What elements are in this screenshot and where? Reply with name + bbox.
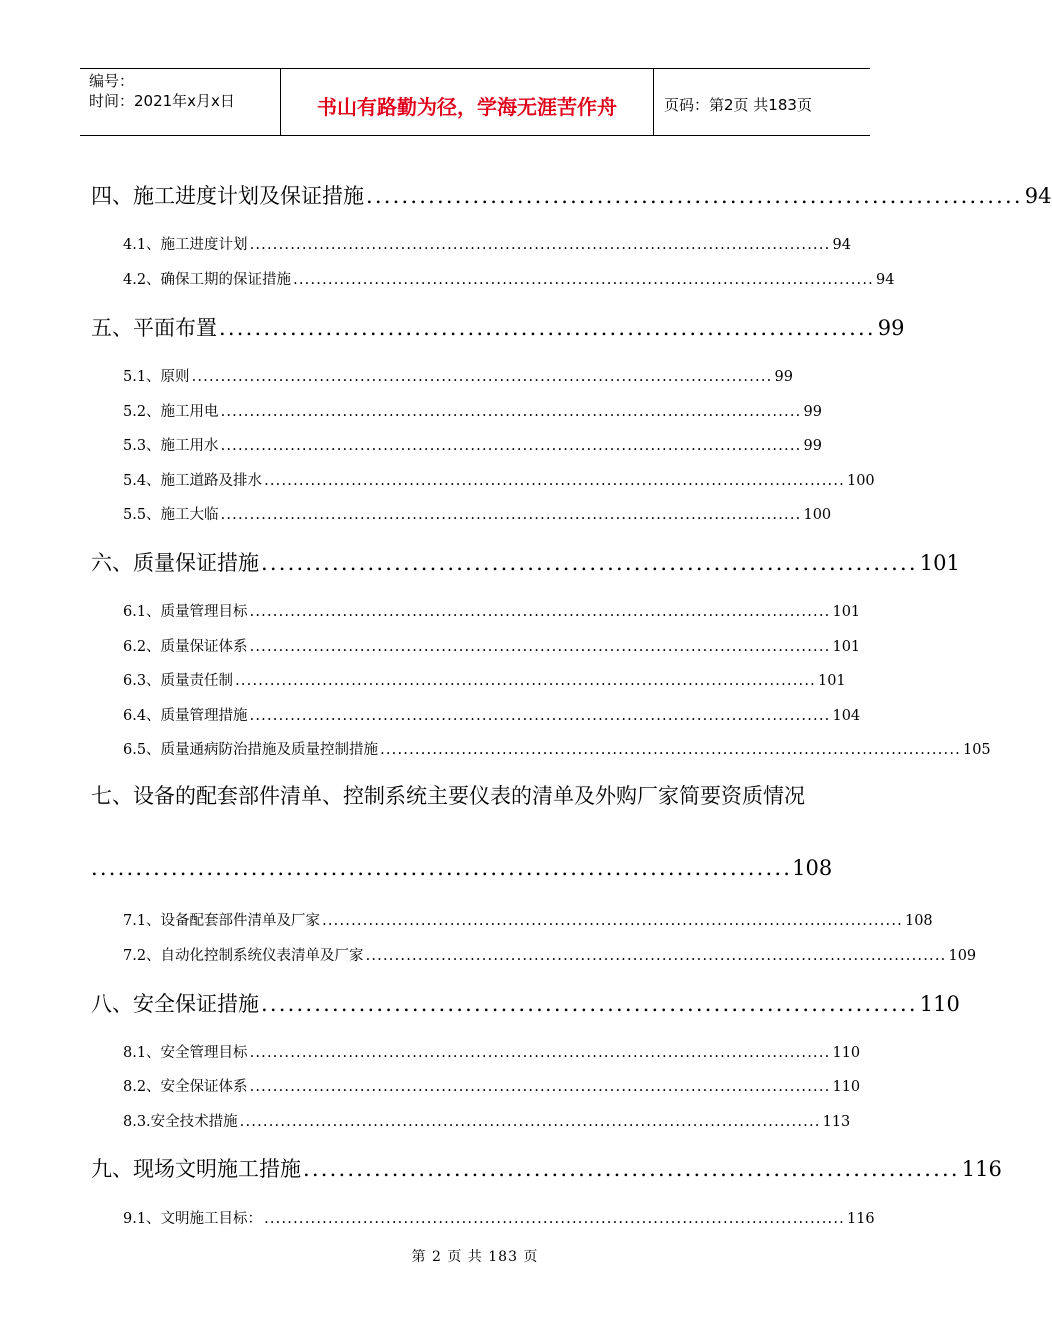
toc-item-5-5[interactable] [123, 503, 832, 524]
toc-page: 101 [817, 673, 846, 689]
toc-leader: .......................................................................... [219, 316, 876, 340]
toc-item-5-2[interactable] [123, 400, 822, 421]
toc-section-5[interactable] [91, 312, 905, 342]
toc-page: 101 [832, 639, 861, 655]
toc-leader: .................................................................................................... [249, 1079, 831, 1095]
toc-section-7-title[interactable]: 七、设备的配套部件清单、控制系统主要仪表的清单及外购厂家简要资质情况 [91, 784, 805, 808]
toc-title: 5.1、原则 [123, 369, 190, 385]
toc-title: 五、平面布置 [91, 316, 217, 340]
toc-item-8-1[interactable] [123, 1041, 861, 1062]
toc-leader: .................................................................................................... [249, 1045, 831, 1061]
toc-leader: .................................................................................................... [249, 604, 831, 620]
toc-item-7-1[interactable] [123, 909, 933, 930]
toc-title: 6.5、质量通病防治措施及质量控制措施 [123, 742, 379, 758]
toc-page: 100 [803, 507, 832, 523]
toc-leader: .................................................................................................... [380, 742, 961, 758]
toc-leader: .................................................................................................... [293, 272, 874, 288]
toc-item-6-1[interactable] [123, 600, 861, 621]
toc-page: 116 [846, 1211, 875, 1227]
toc-leader: .................................................................................................... [249, 237, 831, 253]
toc-leader: .......................................................................... [366, 184, 1023, 208]
toc-leader: .......................................................................... [303, 1157, 960, 1181]
toc-item-5-4[interactable] [123, 469, 875, 490]
toc-page: 99 [803, 404, 822, 420]
toc-item-8-3[interactable] [123, 1110, 851, 1131]
toc-section-4[interactable] [91, 180, 1052, 210]
toc-title: 8.2、安全保证体系 [123, 1079, 248, 1095]
toc-item-6-2[interactable] [123, 635, 861, 656]
toc-title: 6.3、质量责任制 [123, 673, 234, 689]
toc-section-8[interactable] [91, 988, 960, 1018]
toc-leader: .................................................................................................... [239, 1114, 821, 1130]
toc-item-9-1[interactable] [123, 1207, 875, 1228]
toc-leader: .................................................................................................... [220, 507, 802, 523]
toc-page: 110 [832, 1045, 861, 1061]
toc-title: 8.1、安全管理目标 [123, 1045, 248, 1061]
toc-item-6-4[interactable] [123, 704, 861, 725]
toc-item-4-2[interactable] [123, 268, 895, 289]
toc-item-6-5[interactable] [123, 738, 991, 759]
toc-page: 99 [803, 438, 822, 454]
toc-page: 104 [832, 708, 861, 724]
toc-page: 99 [774, 369, 793, 385]
toc-page: 100 [846, 473, 875, 489]
toc-leader: .......................................................................... [261, 992, 918, 1016]
toc-page: 109 [948, 948, 977, 964]
toc-page: 101 [832, 604, 861, 620]
toc-title: 5.5、施工大临 [123, 507, 219, 523]
toc-leader: .................................................................................................... [365, 948, 947, 964]
toc-title: 7.2、自动化控制系统仪表清单及厂家 [123, 948, 364, 964]
toc-page: 110 [832, 1079, 861, 1095]
toc-title: 6.1、质量管理目标 [123, 604, 248, 620]
toc-title: 九、现场文明施工措施 [91, 1157, 301, 1181]
document-date: 时间：2021年x月x日 [89, 92, 235, 110]
toc-title: 四、施工进度计划及保证措施 [91, 184, 364, 208]
toc-section-6[interactable] [91, 547, 960, 577]
toc-leader: .................................................................................................... [191, 369, 773, 385]
toc-page: 113 [822, 1114, 851, 1130]
toc-item-4-1[interactable] [123, 233, 851, 254]
toc-leader: .................................................................................................... [249, 639, 831, 655]
toc-page: 94 [1024, 184, 1052, 208]
document-number-label: 编号： [89, 72, 135, 90]
toc-title: 8.3.安全技术措施 [123, 1114, 238, 1130]
toc-page: 110 [919, 992, 960, 1016]
toc-section-7-leader-line[interactable] [91, 856, 833, 880]
toc-title: 八、安全保证措施 [91, 992, 259, 1016]
toc-page: 105 [962, 742, 991, 758]
toc-title: 5.3、施工用水 [123, 438, 219, 454]
toc-title: 7.1、设备配套部件清单及厂家 [123, 913, 321, 929]
toc-leader: ............................................................................... [91, 856, 793, 880]
toc-leader: .................................................................................................... [235, 673, 816, 689]
toc-title: 5.4、施工道路及排水 [123, 473, 263, 489]
toc-leader: .................................................................................................... [249, 708, 831, 724]
toc-leader: .................................................................................................... [264, 1211, 845, 1227]
toc-title: 5.2、施工用电 [123, 404, 219, 420]
toc-page: 94 [875, 272, 895, 288]
toc-section-9[interactable] [91, 1153, 1002, 1183]
header-page-info: 页码：第2页 共183页 [664, 95, 812, 114]
toc-page: 108 [904, 913, 933, 929]
toc-leader: .................................................................................................... [264, 473, 845, 489]
toc-page: 94 [832, 237, 851, 253]
toc-title: 6.2、质量保证体系 [123, 639, 248, 655]
toc-title: 4.2、确保工期的保证措施 [123, 272, 292, 288]
toc-title: 6.4、质量管理措施 [123, 708, 248, 724]
toc-title: 六、质量保证措施 [91, 551, 259, 575]
page-footer: 第 2 页 共 183 页 [411, 1249, 539, 1265]
toc-leader: .................................................................................................... [322, 913, 903, 929]
header-motto: 书山有路勤为径，学海无涯苦作舟 [281, 69, 654, 135]
toc-item-5-1[interactable] [123, 365, 791, 386]
toc-leader: .......................................................................... [261, 551, 918, 575]
toc-page: 116 [961, 1157, 1002, 1181]
toc-leader: .................................................................................................... [220, 404, 802, 420]
toc-title: 9.1、文明施工目标： [123, 1211, 263, 1227]
toc-item-8-2[interactable] [123, 1075, 861, 1096]
toc-item-7-2[interactable] [123, 944, 977, 965]
toc-title: 4.1、施工进度计划 [123, 237, 248, 253]
toc-leader: .................................................................................................... [220, 438, 802, 454]
toc-item-5-3[interactable] [123, 434, 822, 455]
toc-page: 99 [877, 316, 905, 340]
toc-item-6-3[interactable] [123, 669, 846, 690]
toc-page: 108 [792, 856, 833, 880]
toc-page: 101 [919, 551, 960, 575]
